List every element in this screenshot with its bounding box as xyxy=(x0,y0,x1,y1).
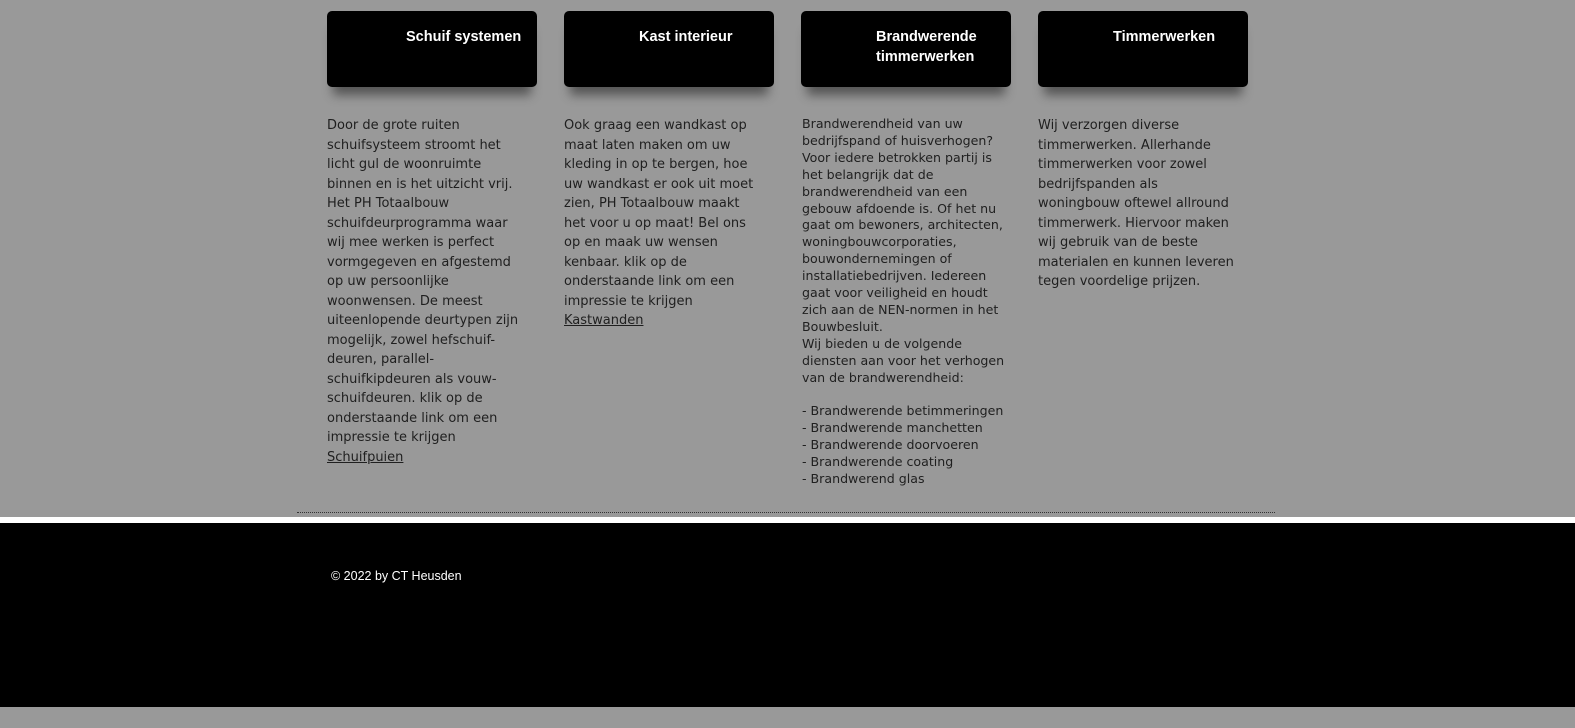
divider xyxy=(297,512,1275,513)
footer xyxy=(0,523,1575,707)
link-schuifpuien[interactable]: Schuifpuien xyxy=(327,449,404,465)
card-title: Schuif systemen xyxy=(406,29,522,45)
list-item: - Brandwerende manchetten xyxy=(802,420,983,436)
link-kastwanden[interactable]: Kastwanden xyxy=(564,313,644,328)
card-timmerwerken xyxy=(1038,11,1248,87)
list-item: - Brandwerende doorvoeren xyxy=(802,437,979,453)
paragraph: Wij bieden u de volgende diensten aan voor het verhogen van de brandwerendheid: xyxy=(802,335,1005,385)
list-item: - Brandwerend glas xyxy=(802,471,925,487)
card-title: Kast interieur xyxy=(639,29,733,45)
card-title: Brandwerende timmerwerken xyxy=(876,29,977,65)
spacer xyxy=(802,387,1007,404)
column-text-timmerwerken xyxy=(1038,116,1243,292)
column-text-brandwerend xyxy=(802,116,1007,488)
paragraph: Door de grote ruiten schuifsysteem stroomt het licht gul de woonruimte binnen en is het uitzicht vrij. Het PH Totaalbouw schuifdeurprogramma waar wij mee werken is perfect vormgegeven en afgestemd op uw persoonlijke woonwensen. De meest uiteenlopende deurtypen zijn mogelijk, zowel hefschuif- deuren, parallel-schuifkipdeuren als vouw-schuifdeuren. klik op de onderstaande link om een impressie te krijgen xyxy=(327,118,519,445)
copyright-text: © 2022 by CT Heusden xyxy=(331,569,462,583)
card-schuif-systemen xyxy=(327,11,537,87)
paragraph: Wij verzorgen diverse timmerwerken. Allerhande timmerwerken voor zowel bedrijfspanden als woningbouw oftewel allround timmerwerk. Hiervoor maken wij gebruik van de beste materialen en kunnen leveren tegen voordelige prijzen. xyxy=(1038,118,1234,289)
list-item: - Brandwerende betimmeringen xyxy=(802,403,1004,419)
column-text-schuif xyxy=(327,116,523,467)
card-title: Timmerwerken xyxy=(1113,29,1216,45)
column-text-kast xyxy=(564,116,764,331)
card-brandwerende-timmerwerken xyxy=(801,11,1011,87)
paragraph: Ook graag een wandkast op maat laten maken om uw kleding in op te bergen, hoe uw wandkast er ook uit moet zien, PH Totaalbouw maakt het voor u op maat! Bel ons op en maak uw wensen kenbaar. klik op de onderstaande link om een impressie te krijgen xyxy=(564,118,754,309)
bottom-strip xyxy=(0,707,1575,728)
list-item: - Brandwerende coating xyxy=(802,454,954,470)
paragraph: Brandwerendheid van uw bedrijfspand of huisverhogen? Voor iedere betrokken partij is het belangrijk dat de brandwerendheid van een gebouw afdoende is. Of het nu gaat om bewoners, architecten, woningbouwcorporaties, bouwondernemingen of installatiebedrijven. Iedereen gaat voor veiligheid en houdt zich aan de NEN-normen in het Bouwbesluit. xyxy=(802,116,1003,334)
card-kast-interieur xyxy=(564,11,774,87)
